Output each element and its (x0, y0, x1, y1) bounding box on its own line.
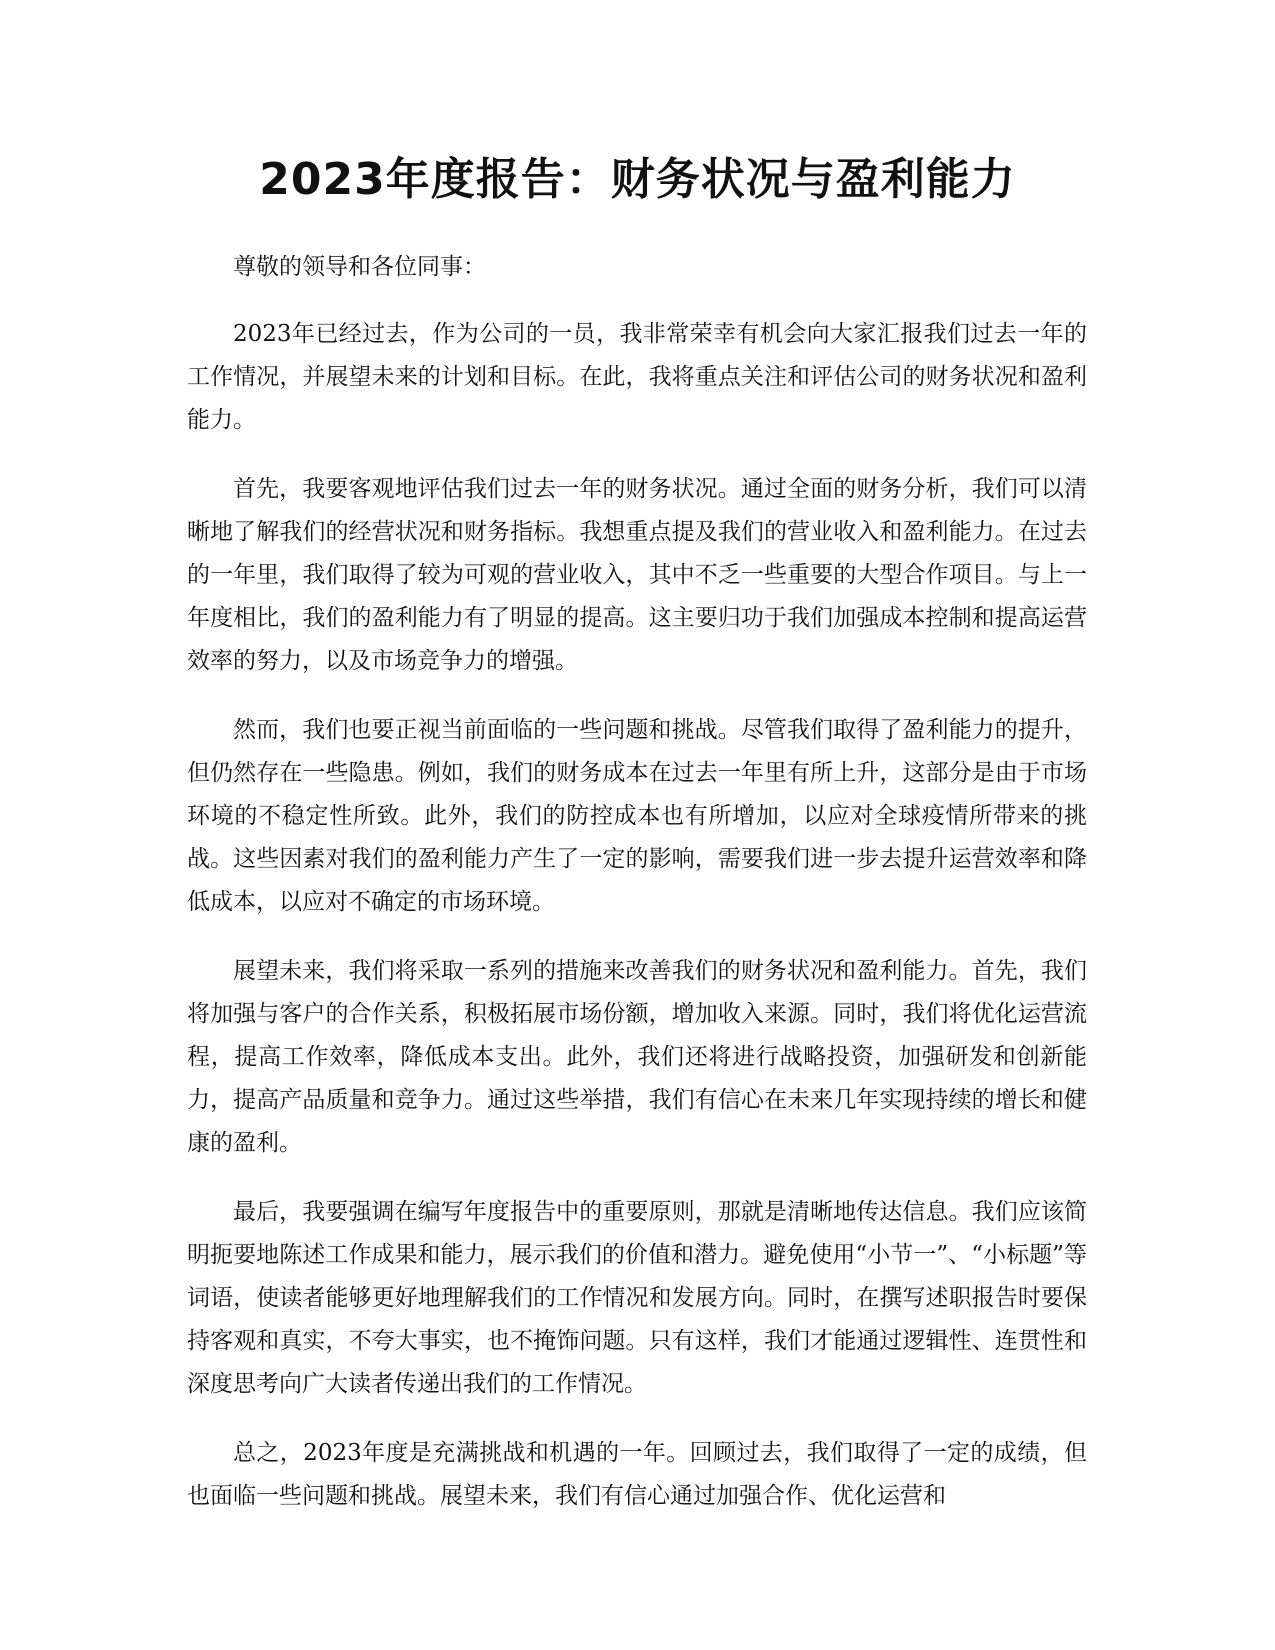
paragraph-outlook: 展望未来，我们将采取一系列的措施来改善我们的财务状况和盈利能力。首先，我们将加强与客户的合作关系，积极拓展市场份额，增加收入来源。同时，我们将优化运营流程，提高工作效率，降低成本支出。此外，我们还将进行战略投资，加强研发和创新能力，提高产品质量和竞争力。通过这些举措，我们有信心在未来几年实现持续的增长和健康的盈利。 (187, 958, 1087, 1156)
paragraph-writing-principles: 最后，我要强调在编写年度报告中的重要原则，那就是清晰地传达信息。我们应该简明扼要地陈述工作成果和能力，展示我们的价值和潜力。避免使用“小节一”、“小标题”等词语，使读者能够更好地理解我们的工作情况和发展方向。同时，在撰写述职报告时要保持客观和真实，不夸大事实，也不掩饰问题。只有这样，我们才能通过逻辑性、连贯性和深度思考向广大读者传递出我们的工作情况。 (187, 1199, 1087, 1397)
paragraph-conclusion: 总之，2023年度是充满挑战和机遇的一年。回顾过去，我们取得了一定的成绩，但也面临一些问题和挑战。展望未来，我们有信心通过加强合作、优化运营和 (187, 1440, 1087, 1509)
paragraph-financial-review: 首先，我要客观地评估我们过去一年的财务状况。通过全面的财务分析，我们可以清晰地了解我们的经营状况和财务指标。我想重点提及我们的营业收入和盈利能力。在过去的一年里，我们取得了较为可观的营业收入，其中不乏一些重要的大型合作项目。与上一年度相比，我们的盈利能力有了明显的提高。这主要归功于我们加强成本控制和提高运营效率的努力，以及市场竞争力的增强。 (187, 476, 1087, 674)
document-title: 2023年度报告：财务状况与盈利能力 (259, 154, 1016, 205)
salutation: 尊敬的领导和各位同事： (233, 254, 486, 280)
paragraph-challenges: 然而，我们也要正视当前面临的一些问题和挑战。尽管我们取得了盈利能力的提升，但仍然存在一些隐患。例如，我们的财务成本在过去一年里有所上升，这部分是由于市场环境的不稳定性所致。此外，我们的防控成本也有所增加，以应对全球疫情所带来的挑战。这些因素对我们的盈利能力产生了一定的影响，需要我们进一步去提升运营效率和降低成本，以应对不确定的市场环境。 (187, 717, 1087, 915)
paragraph-intro: 2023年已经过去，作为公司的一员，我非常荣幸有机会向大家汇报我们过去一年的工作情况，并展望未来的计划和目标。在此，我将重点关注和评估公司的财务状况和盈利能力。 (187, 321, 1087, 433)
document-body (187, 246, 1087, 1544)
